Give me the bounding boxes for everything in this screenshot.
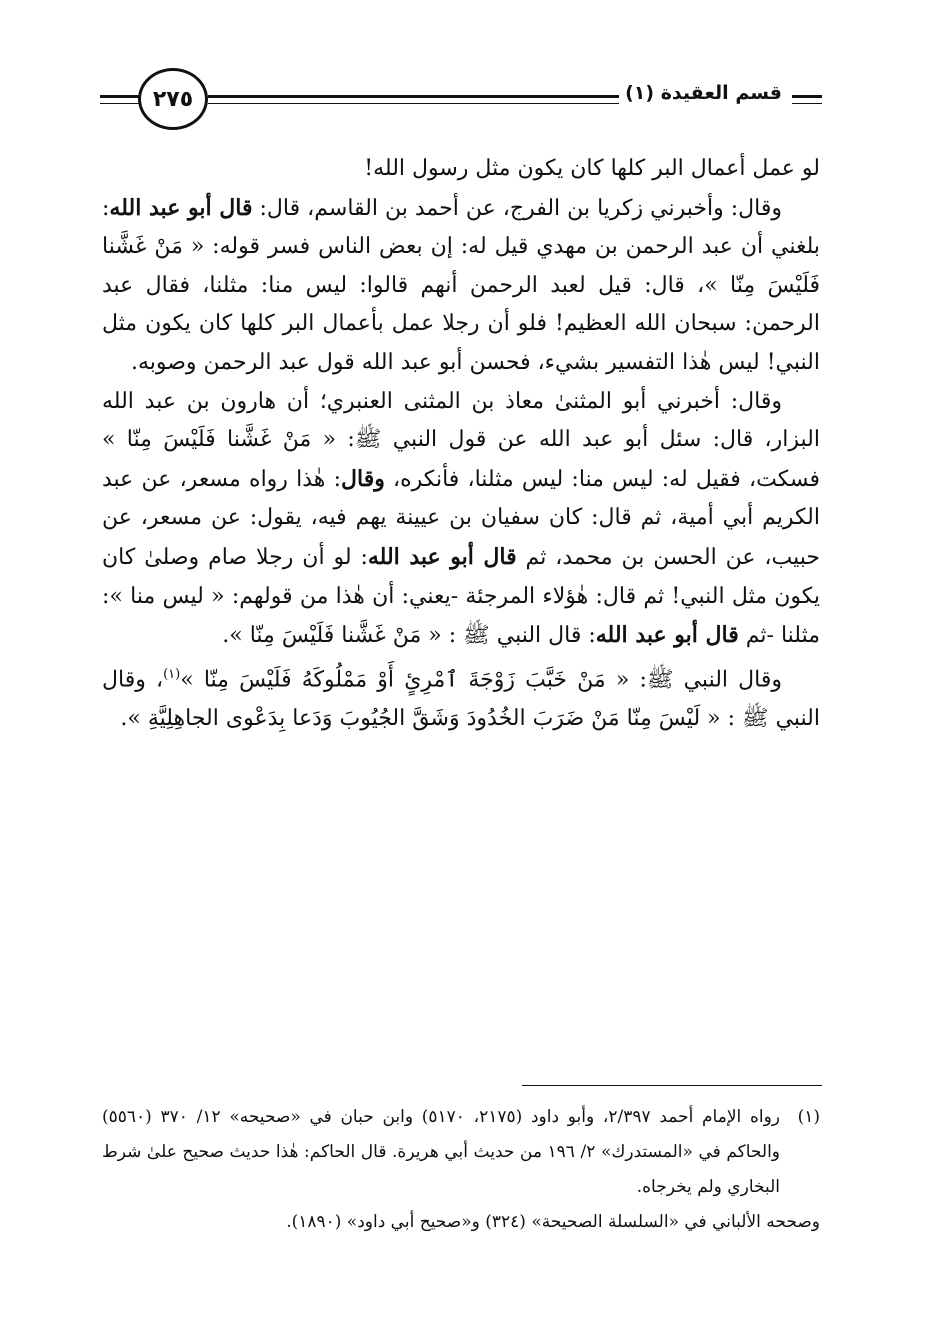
header-rule bbox=[792, 95, 822, 98]
header-rule bbox=[100, 103, 140, 104]
text-run: ، وقال النبي ﷺ : « لَيْسَ مِنّا مَنْ ضَرَبَ الخُدُودَ وَشَقَّ الجُيُوبَ وَدَعا بِدَعْوى الجاهِلِيَّةِ ». bbox=[102, 667, 820, 731]
header-rule bbox=[100, 95, 140, 98]
page-number: ٢٧٥ bbox=[152, 86, 194, 112]
header-rule bbox=[208, 95, 642, 98]
running-title: قسم العقيدة (١) bbox=[619, 82, 788, 104]
text-run: وقال النبي ﷺ: « مَنْ خَبَّبَ زَوْجَةَ ٱمْرِئٍ أَوْ مَمْلُوكَهُ فَلَيْسَ مِنّا » bbox=[180, 667, 782, 693]
footnote-ref: (١) bbox=[163, 666, 181, 682]
text-run: لو عمل أعمال البر كلها كان يكون مثل رسول الله! bbox=[364, 156, 820, 181]
footnote-text: وصححه الألباني في «السلسلة الصحيحة» (٣٢٤) و«صحيح أبي داود» (١٨٩٠). bbox=[286, 1212, 820, 1232]
paragraph bbox=[102, 150, 820, 189]
bold-phrase: قال أبو عبد الله bbox=[595, 622, 739, 649]
header-rule bbox=[792, 103, 822, 104]
page-number-badge bbox=[138, 68, 208, 130]
text-run: : بلغني أن عبد الرحمن بن مهدي قيل له: إن بعض الناس فسر قوله: « مَنْ غَشَّنا فَلَيْسَ مِنّا »، قال: قيل لعبد الرحمن أنهم قالوا: ليس منا: مثلنا، فقال عبد الرحمن: سبحان الله العظيم! فلو أن رجلا عمل بأعمال البر كلها كان يكون مثل النبي! ليس هٰذا التفسير بشيء، فحسن أبو عبد الله قول عبد الرحمن وصوبه. bbox=[102, 195, 820, 375]
bold-phrase: قال أبو عبد الله bbox=[367, 543, 517, 570]
bold-phrase: وقال bbox=[341, 465, 385, 492]
text-run: وقال: وأخبرني زكريا بن الفرج، عن أحمد بن القاسم، قال: bbox=[252, 195, 782, 221]
page-header bbox=[100, 68, 822, 134]
bold-phrase: قال أبو عبد الله bbox=[109, 194, 253, 221]
paragraph bbox=[102, 189, 820, 383]
main-text bbox=[102, 150, 820, 738]
text-run: وقال: أخبرني أبو المثنىٰ معاذ بن المثنى العنبري؛ أن هارون بن عبد الله البزار، قال: سئل أبو عبد الله عن قول النبي ﷺ: « مَنْ غَشَّنا فَلَيْسَ مِنّا » فسكت، فقيل له: ليس منا: ليس مثلنا، فأنكره، bbox=[102, 388, 820, 492]
footnote-divider bbox=[522, 1085, 822, 1086]
paragraph bbox=[102, 383, 820, 656]
header-rule bbox=[208, 103, 642, 104]
text-run: : هٰذا رواه مسعر، عن عبد الكريم أبي أمية، ثم قال: كان سفيان بن عيينة يهم فيه، يقول: عن مسعر، عن حبيب، عن الحسن بن محمد، ثم bbox=[102, 466, 820, 570]
footnote-text: رواه الإمام أحمد ٢/٣٩٧، وأبو داود (٢١٧٥، ٥١٧٠) وابن حبان في «صحيحه» ١٢/ ٣٧٠ (٥٥٦٠) والحاكم في «المستدرك» ٢/ ١٩٦ من حديث أبي هريرة. قال الحاكم: هٰذا حديث صحيح علىٰ شرط البخاري ولم يخرجاه. bbox=[102, 1107, 781, 1197]
text-run: : قال النبي ﷺ : « مَنْ غَشَّنا فَلَيْسَ مِنّا ». bbox=[222, 623, 596, 649]
footnote bbox=[102, 1205, 820, 1240]
paragraph bbox=[102, 656, 820, 739]
footnote-number: (١) bbox=[797, 1107, 820, 1127]
footnotes bbox=[102, 1100, 820, 1240]
text-run: : لو أن رجلا صام وصلىٰ كان يكون مثل النبي! ثم قال: هٰؤلاء المرجئة -يعني: أن هٰذا من قولهم: « ليس منا »: مثلنا -ثم bbox=[102, 544, 820, 649]
footnote bbox=[102, 1100, 820, 1205]
